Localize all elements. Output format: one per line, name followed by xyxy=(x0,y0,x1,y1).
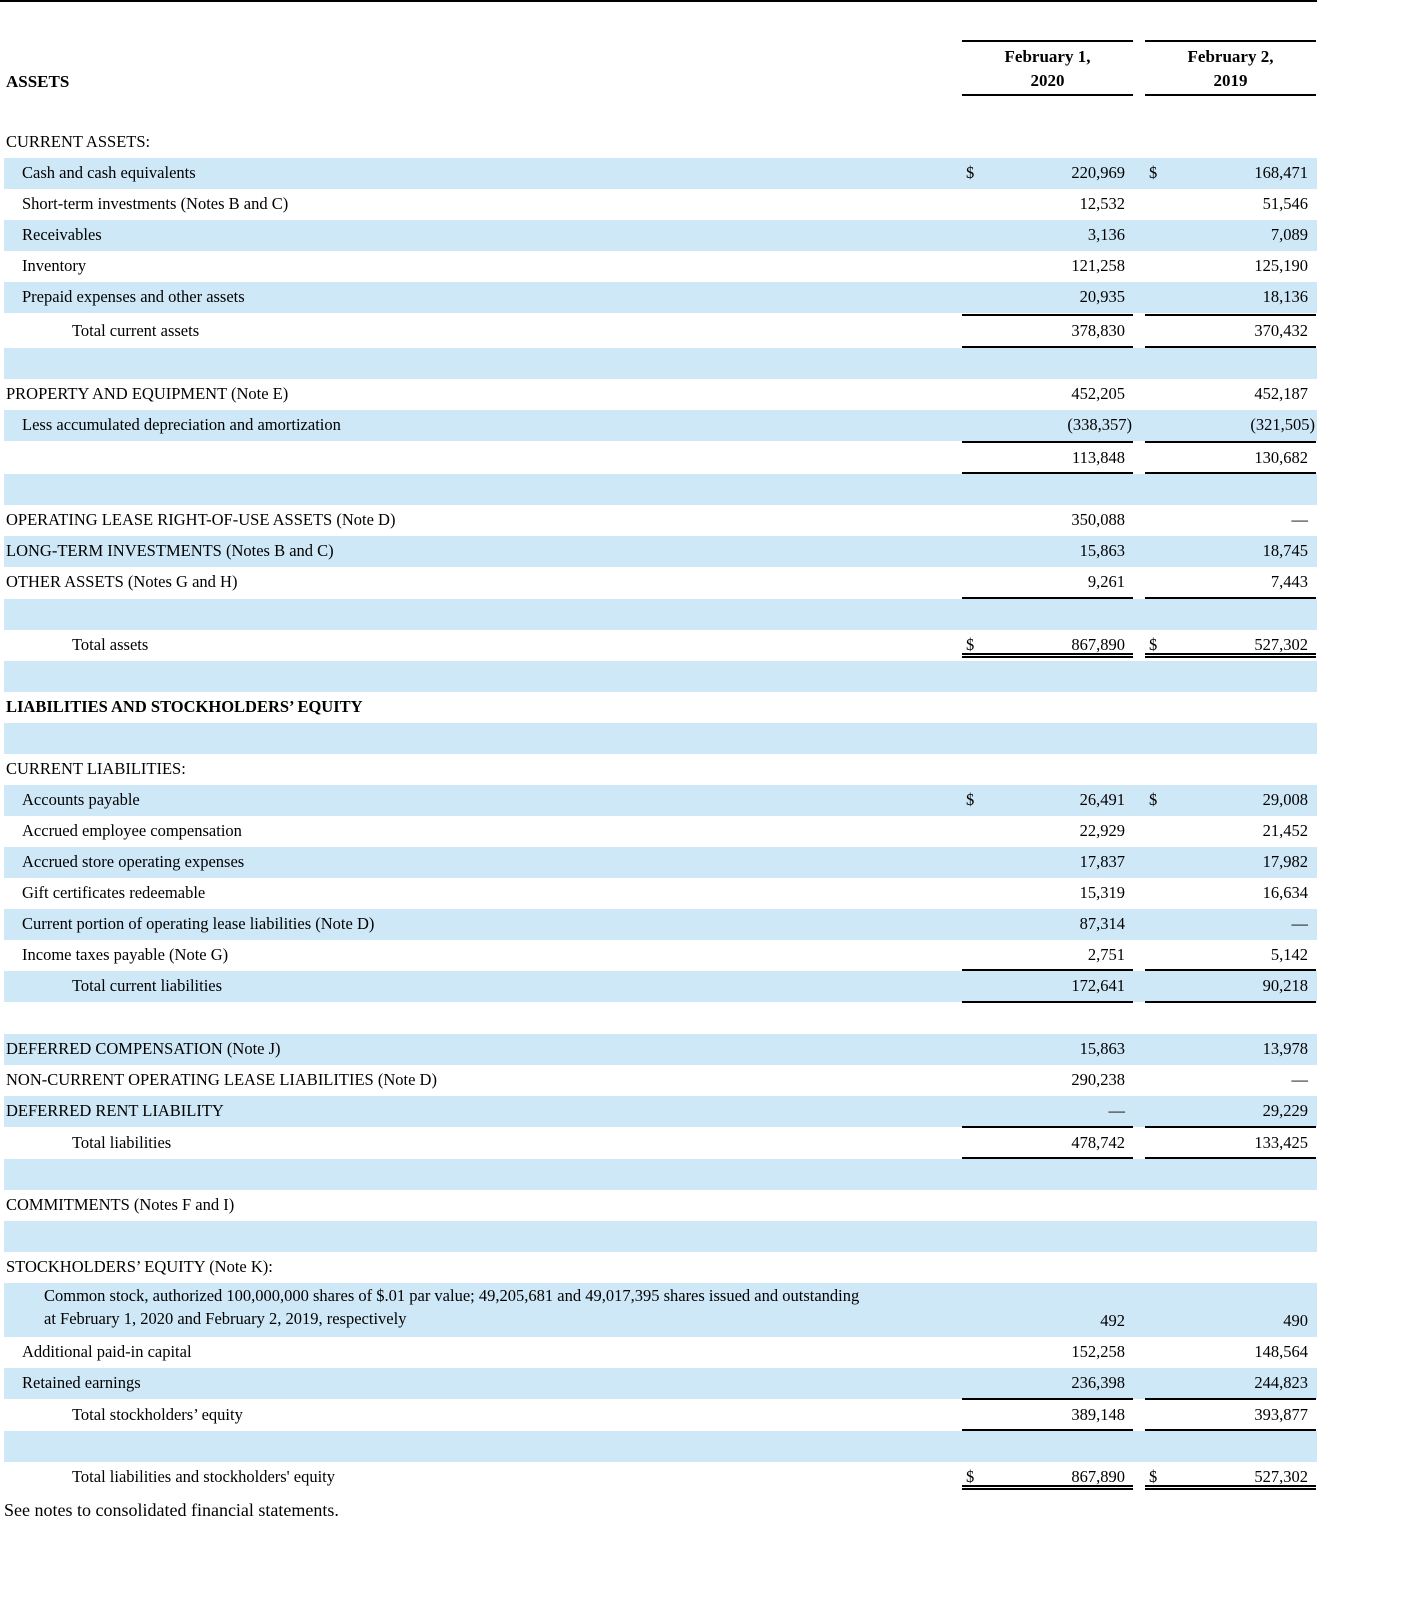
assets-title: ASSETS xyxy=(6,72,70,91)
value-2019: — xyxy=(1291,510,1308,529)
current-assets-heading: CURRENT ASSETS: xyxy=(6,132,151,151)
row-label: LONG-TERM INVESTMENTS (Notes B and C) xyxy=(6,541,334,560)
currency-sign: $ xyxy=(1149,790,1158,809)
double-rule xyxy=(1145,1485,1316,1490)
value-2019: 527,302 xyxy=(1254,1467,1308,1486)
value-2020: 121,258 xyxy=(1071,256,1125,275)
currency-sign: $ xyxy=(1149,1467,1158,1486)
value-2019: 370,432 xyxy=(1254,321,1308,340)
value-2020: (338,357) xyxy=(1067,415,1132,434)
value-2020: 236,398 xyxy=(1071,1373,1125,1392)
table-row-accrued-comp xyxy=(4,816,1317,847)
value-2020: 290,238 xyxy=(1071,1070,1125,1089)
value-2019: 133,425 xyxy=(1254,1133,1308,1152)
value-2019: 51,546 xyxy=(1262,194,1308,213)
value-2019: 29,229 xyxy=(1262,1101,1308,1120)
value-2019: — xyxy=(1291,914,1308,933)
table-row-cash xyxy=(4,158,1317,189)
value-2019: — xyxy=(1291,1070,1308,1089)
total-rule xyxy=(1145,1001,1316,1003)
table-row-income-taxes xyxy=(4,940,1317,971)
value-2020: 389,148 xyxy=(1071,1405,1125,1424)
value-2019: (321,505) xyxy=(1250,415,1315,434)
row-label: Current portion of operating lease liabilities (Note D) xyxy=(22,914,375,933)
value-2020: 378,830 xyxy=(1071,321,1125,340)
value-2019: 244,823 xyxy=(1254,1373,1308,1392)
table-row-common-stock xyxy=(4,1283,1317,1337)
value-2020: 17,837 xyxy=(1079,852,1125,871)
table-row-prepaid xyxy=(4,282,1317,313)
value-2019: 21,452 xyxy=(1262,821,1308,840)
row-label: Total current liabilities xyxy=(72,976,223,995)
column-header-2020 xyxy=(962,40,1133,96)
double-rule xyxy=(962,1485,1133,1490)
total-rule xyxy=(962,1001,1133,1003)
row-label: Less accumulated depreciation and amortization xyxy=(22,415,341,434)
row-label: Income taxes payable (Note G) xyxy=(22,945,229,964)
column-header-2019-line2: 2019 xyxy=(1213,71,1248,90)
value-2020: — xyxy=(1108,1101,1125,1120)
table-row-other-assets xyxy=(4,567,1317,598)
value-2020: 492 xyxy=(1100,1311,1125,1330)
table-row-inventory xyxy=(4,251,1317,282)
value-2019: 7,089 xyxy=(1270,225,1308,244)
value-2020: 867,890 xyxy=(1071,635,1125,654)
value-2019: 5,142 xyxy=(1270,945,1308,964)
table-row-total-current-assets xyxy=(4,316,1317,347)
column-header-2020-line1: February 1, xyxy=(1004,47,1091,66)
value-2020: 152,258 xyxy=(1071,1342,1125,1361)
table-row-rou-assets xyxy=(4,505,1317,536)
value-2020: 15,863 xyxy=(1079,541,1125,560)
value-2019: 148,564 xyxy=(1254,1342,1308,1361)
row-label: Total assets xyxy=(72,635,149,654)
value-2020: 867,890 xyxy=(1071,1467,1125,1486)
value-2019: 90,218 xyxy=(1262,976,1308,995)
spacer-row xyxy=(4,348,1317,379)
row-label: Short-term investments (Notes B and C) xyxy=(22,194,289,213)
value-2020: 478,742 xyxy=(1071,1133,1125,1152)
value-2020: 350,088 xyxy=(1071,510,1125,529)
value-2020: 172,641 xyxy=(1071,976,1125,995)
double-rule xyxy=(1145,653,1316,658)
value-2020: 22,929 xyxy=(1079,821,1125,840)
currency-sign: $ xyxy=(966,635,975,654)
value-2019: 13,978 xyxy=(1262,1039,1308,1058)
table-row-depreciation xyxy=(4,410,1317,441)
table-row-total-equity xyxy=(4,1400,1317,1431)
spacer-row xyxy=(4,1221,1317,1252)
row-label: Accrued employee compensation xyxy=(22,821,242,840)
value-2020: 20,935 xyxy=(1079,287,1125,306)
equity-heading-row xyxy=(4,1252,1317,1283)
value-2019: 490 xyxy=(1283,1311,1308,1330)
value-2019: 29,008 xyxy=(1262,790,1308,809)
value-2019: 168,471 xyxy=(1254,163,1308,182)
row-label: Total liabilities and stockholders' equity xyxy=(72,1467,336,1486)
column-header-2019 xyxy=(1145,40,1316,96)
value-2020: 452,205 xyxy=(1071,384,1125,403)
table-row-deferred-comp xyxy=(4,1034,1317,1065)
value-2019: 130,682 xyxy=(1254,448,1308,467)
currency-sign: $ xyxy=(966,163,975,182)
row-label: Retained earnings xyxy=(22,1373,141,1392)
row-label: Accounts payable xyxy=(22,790,140,809)
row-label: NON-CURRENT OPERATING LEASE LIABILITIES (Note D) xyxy=(6,1070,437,1089)
column-header-2020-line2: 2020 xyxy=(1030,71,1065,90)
table-row-apic xyxy=(4,1337,1317,1368)
row-label: Prepaid expenses and other assets xyxy=(22,287,245,306)
double-rule xyxy=(962,653,1133,658)
row-label: PROPERTY AND EQUIPMENT (Note E) xyxy=(6,384,289,403)
table-row-total-liabilities xyxy=(4,1128,1317,1159)
value-2019: 18,745 xyxy=(1262,541,1308,560)
value-2020: 220,969 xyxy=(1071,163,1125,182)
column-header-2019-line1: February 2, xyxy=(1187,47,1274,66)
row-label-line1: Common stock, authorized 100,000,000 shares of $.01 par value; 49,205,681 and 49,017,395 shares issued and outstanding xyxy=(44,1286,860,1305)
table-row-noncurrent-lease xyxy=(4,1065,1317,1096)
currency-sign: $ xyxy=(966,790,975,809)
current-assets-heading-row xyxy=(4,127,1317,158)
row-label: Cash and cash equivalents xyxy=(22,163,196,182)
table-row-current-lease xyxy=(4,909,1317,940)
value-2020: 113,848 xyxy=(1071,448,1125,467)
row-label: Total current assets xyxy=(72,321,200,340)
row-label: Receivables xyxy=(22,225,102,244)
value-2020: 26,491 xyxy=(1079,790,1125,809)
spacer-row xyxy=(4,1159,1317,1190)
table-row-retained xyxy=(4,1368,1317,1399)
row-label: OTHER ASSETS (Notes G and H) xyxy=(6,572,238,591)
row-label: OPERATING LEASE RIGHT-OF-USE ASSETS (Note D) xyxy=(6,510,396,529)
currency-sign: $ xyxy=(966,1467,975,1486)
spacer-row xyxy=(4,599,1317,630)
spacer-row xyxy=(4,1431,1317,1462)
spacer-row xyxy=(4,723,1317,754)
value-2019: 527,302 xyxy=(1254,635,1308,654)
value-2019: 17,982 xyxy=(1262,852,1308,871)
value-2019: 16,634 xyxy=(1262,883,1308,902)
value-2020: 9,261 xyxy=(1087,572,1125,591)
value-2020: 12,532 xyxy=(1079,194,1125,213)
equity-heading: STOCKHOLDERS’ EQUITY (Note K): xyxy=(6,1257,273,1276)
top-rule xyxy=(0,0,1317,2)
row-label: Inventory xyxy=(22,256,87,275)
value-2019: 393,877 xyxy=(1254,1405,1308,1424)
table-row-deferred-rent xyxy=(4,1096,1317,1127)
footnote: See notes to consolidated financial statements. xyxy=(4,1500,339,1520)
table-row-short-term xyxy=(4,189,1317,220)
spacer-row xyxy=(4,661,1317,692)
current-liabilities-heading: CURRENT LIABILITIES: xyxy=(6,759,186,778)
value-2020: 87,314 xyxy=(1079,914,1125,933)
value-2019: 7,443 xyxy=(1270,572,1308,591)
row-label: Accrued store operating expenses xyxy=(22,852,245,871)
table-row-gift-certs xyxy=(4,878,1317,909)
currency-sign: $ xyxy=(1149,163,1158,182)
table-row-accrued-store xyxy=(4,847,1317,878)
liabilities-heading: LIABILITIES AND STOCKHOLDERS’ EQUITY xyxy=(6,697,363,716)
currency-sign: $ xyxy=(1149,635,1158,654)
row-label: DEFERRED COMPENSATION (Note J) xyxy=(6,1039,281,1058)
value-2020: 3,136 xyxy=(1087,225,1125,244)
value-2020: 2,751 xyxy=(1087,945,1125,964)
value-2020: 15,863 xyxy=(1079,1039,1125,1058)
table-row-net-property xyxy=(4,443,1317,474)
table-row-long-term xyxy=(4,536,1317,567)
row-label-line2: at February 1, 2020 and February 2, 2019, respectively xyxy=(44,1309,407,1328)
table-row-property xyxy=(4,379,1317,410)
table-row-receivables xyxy=(4,220,1317,251)
commitments-label: COMMITMENTS (Notes F and I) xyxy=(6,1195,235,1214)
row-label: Total liabilities xyxy=(72,1133,172,1152)
row-label: DEFERRED RENT LIABILITY xyxy=(6,1101,224,1120)
value-2019: 452,187 xyxy=(1254,384,1308,403)
spacer-row xyxy=(4,474,1317,505)
table-row-accounts-payable xyxy=(4,785,1317,816)
table-row-total-current-liabilities xyxy=(4,971,1317,1002)
row-label: Additional paid-in capital xyxy=(22,1342,192,1361)
value-2020: 15,319 xyxy=(1079,883,1125,902)
liabilities-heading-row xyxy=(4,692,1317,723)
value-2019: 18,136 xyxy=(1262,287,1308,306)
row-label: Total stockholders’ equity xyxy=(72,1405,243,1424)
commitments-row xyxy=(4,1190,1317,1221)
current-liabilities-heading-row xyxy=(4,754,1317,785)
value-2019: 125,190 xyxy=(1254,256,1308,275)
row-label: Gift certificates redeemable xyxy=(22,883,206,902)
